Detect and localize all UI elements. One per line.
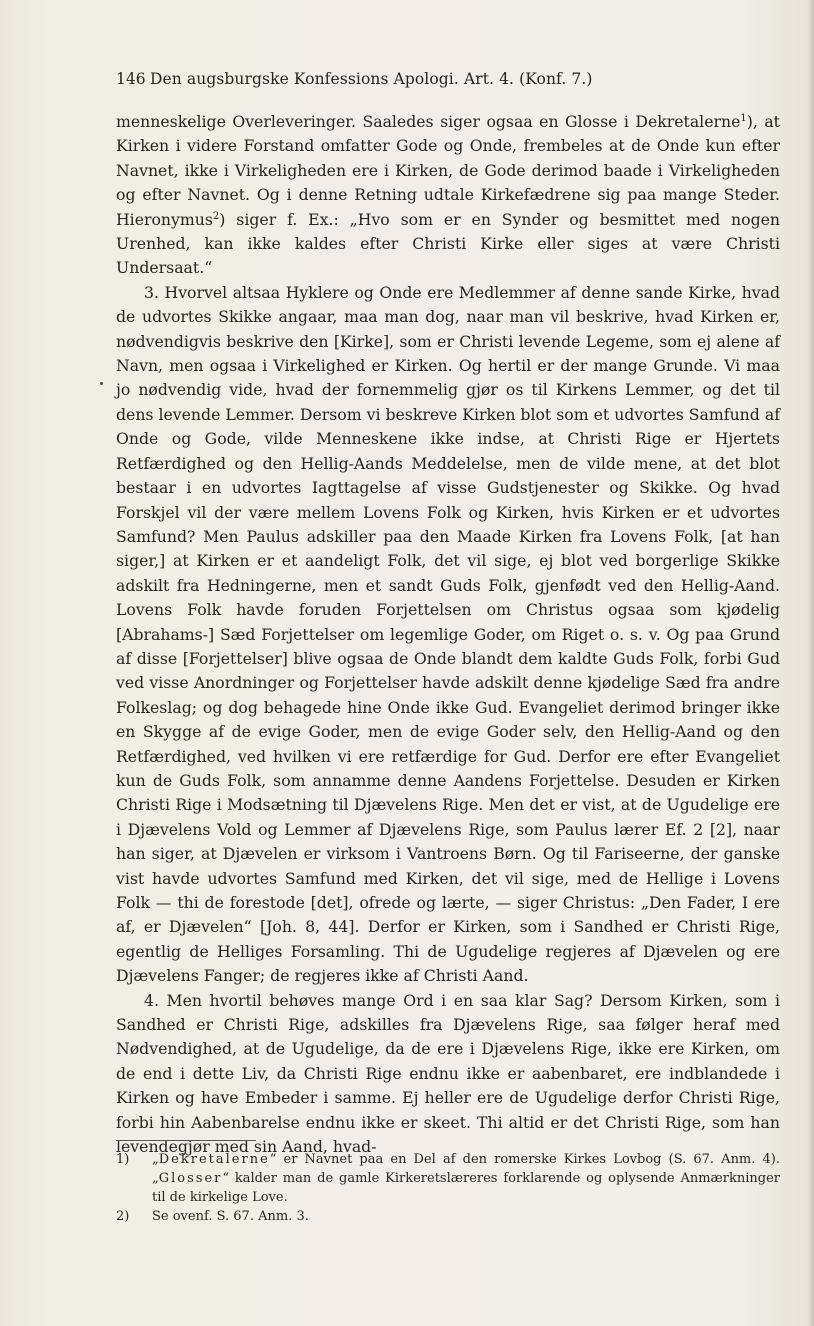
running-title: Den augsburgske Konfessions Apologi. Art. 4. (Konf. 7.) [150,70,593,88]
emphasized-term: Dekretalerne [158,1152,270,1167]
main-text [116,110,780,1159]
margin-mark [100,382,103,385]
page-edge [808,0,814,1326]
paragraph-3 [116,281,780,989]
footnote-text [152,1209,309,1224]
text-run: ), at Kirken i videre Forstand omfatter Gode og Onde, frembeles at de Onde kun efter Navnet, ikke i Virkeligheden ere i Kirken, de Gode derimod baade i Virkeligheden og efter Navnet. Og i denne Retning udtale Kirkefædrene sig paa mange Steder. Hieronymus [116,112,780,229]
footnote-1 [116,1150,780,1207]
text-run: “ kalder man de gamle Kirkeretslæreres forklarende og oplysende Anmærkninger til de kirkelige Love. [152,1171,780,1205]
text-run: „ [152,1152,159,1167]
footnote-text [152,1152,780,1205]
footnotes [116,1150,780,1226]
footnote-rule [116,1140,256,1141]
text-run: menneskelige Overleveringer. Saaledes siger ogsaa en Glosse i Dekretalerne [116,112,741,131]
text-run: 4. Men hvortil behøves mange Ord i en saa klar Sag? Dersom Kirken, som i Sandhed er Christi Rige, adskilles fra Djævelens Rige, saa følger heraf med Nødvendighed, at de Ugudelige, da de ere i Djævelens Rige, ikke ere Kirken, om de end i dette Liv, da Christi Rige endnu ikke er aabenbaret, ere indblandede i Kirken og have Embeder i samme. Ej heller ere de Ugudelige derfor Christi Rige, forbi hin Aabenbarelse endnu ikke er skeet. Thi altid er det Christi Rige, som han levendegjør med sin Aand, hvad- [116,990,780,1157]
running-header [116,70,716,92]
paragraph-continuation [116,110,780,281]
footnote-marker: 1) [116,1152,130,1167]
footnote-2 [116,1207,780,1226]
paragraph-4 [116,989,780,1160]
emphasized-term: Glosser [158,1171,223,1186]
footnote-ref: 2 [212,210,220,222]
text-run: ) siger f. Ex.: „Hvo som er en Synder og besmittet med nogen Urenhed, kan ikke kaldes efter Christi Kirke eller siges at være Christi Undersaat.“ [116,209,780,278]
text-run: Se ovenf. S. 67. Anm. 3. [152,1209,309,1224]
page-number: 146 [116,70,146,88]
footnote-marker: 2) [116,1209,130,1224]
text-run: “ er Navnet paa en Del af den romerske Kirkes Lovbog (S. 67. Anm. 4). „ [152,1152,780,1186]
footnote-ref: 1 [740,112,747,124]
text-run: 3. Hvorvel altsaa Hyklere og Onde ere Medlemmer af denne sande Kirke, hvad de udvortes Skikke angaar, maa man dog, naar man vil beskrive, hvad Kirken er, nødvendigvis beskrive den [Kirke], som er Christi levende Legeme, som ej alene af Navn, men ogsaa i Virkelighed er Kirken. Og hertil er der mange Grunde. Vi maa jo nødvendig vide, hvad der fornemmelig gjør os til Kirkens Lemmer, og det til dens levende Lemmer. Dersom vi beskreve Kirken blot som et udvortes Samfund af Onde og Gode, vilde Menneskene ikke indse, at Christi Rige er Hjertets Retfærdighed og den Hellig-Aands Meddelelse, men de vilde mene, at det blot bestaar i en udvortes Iagttagelse af visse Gudstjenester og Skikke. Og hvad Forskjel vil der være mellem Lovens Folk og Kirken, hvis Kirken er et udvortes Samfund? Men Paulus adskiller paa den Maade Kirken fra Lovens Folk, [at han siger,] at Kirken er et aandeligt Folk, det vil sige, ej blot ved borgerlige Skikke adskilt fra Hedningerne, men et sandt Guds Folk, gjenfødt ved den Hellig-Aand. Lovens Folk havde foruden Forjettelsen om Christus ogsaa som kjødelig [Abrahams-] Sæd Forjettelser om legemlige Goder, om Riget o. s. v. Og paa Grund af disse [Forjettelser] blive ogsaa de Onde blandt dem kaldte Guds Folk, forbi Gud ved visse Anordninger og Forjettelser havde adskilt denne kjødelige Sæd fra andre Folkeslag; og dog behagede hine Onde ikke Gud. Evangeliet derimod bringer ikke en Skygge af de evige Goder, men de evige Goder selv, den Hellig-Aand og den Retfærdighed, ved hvilken vi ere retfærdige for Gud. Derfor ere efter Evangeliet kun de Guds Folk, som annamme denne Aandens Forjettelse. Desuden er Kirken Christi Rige i Modsætning til Djævelens Rige. Men det er vist, at de Ugudelige ere i Djævelens Vold og Lemmer af Djævelens Rige, som Paulus lærer Ef. 2 [2], naar han siger, at Djævelen er virksom i Vantroens Børn. Og til Fariseerne, der ganske vist havde udvortes Samfund med Kirken, det vil sige, med de Hellige i Lovens Folk — thi de forestode [det], ofrede og lærte, — siger Christus: „Den Fader, I ere af, er Djævelen“ [Joh. 8, 44]. Derfor er Kirken, som i Sandhed er Christi Rige, egentlig de Helliges Forsamling. Thi de Ugudelige regjeres af Djævelen og ere Djævelens Fanger; de regjeres ikke af Christi Aand. [116,282,780,986]
